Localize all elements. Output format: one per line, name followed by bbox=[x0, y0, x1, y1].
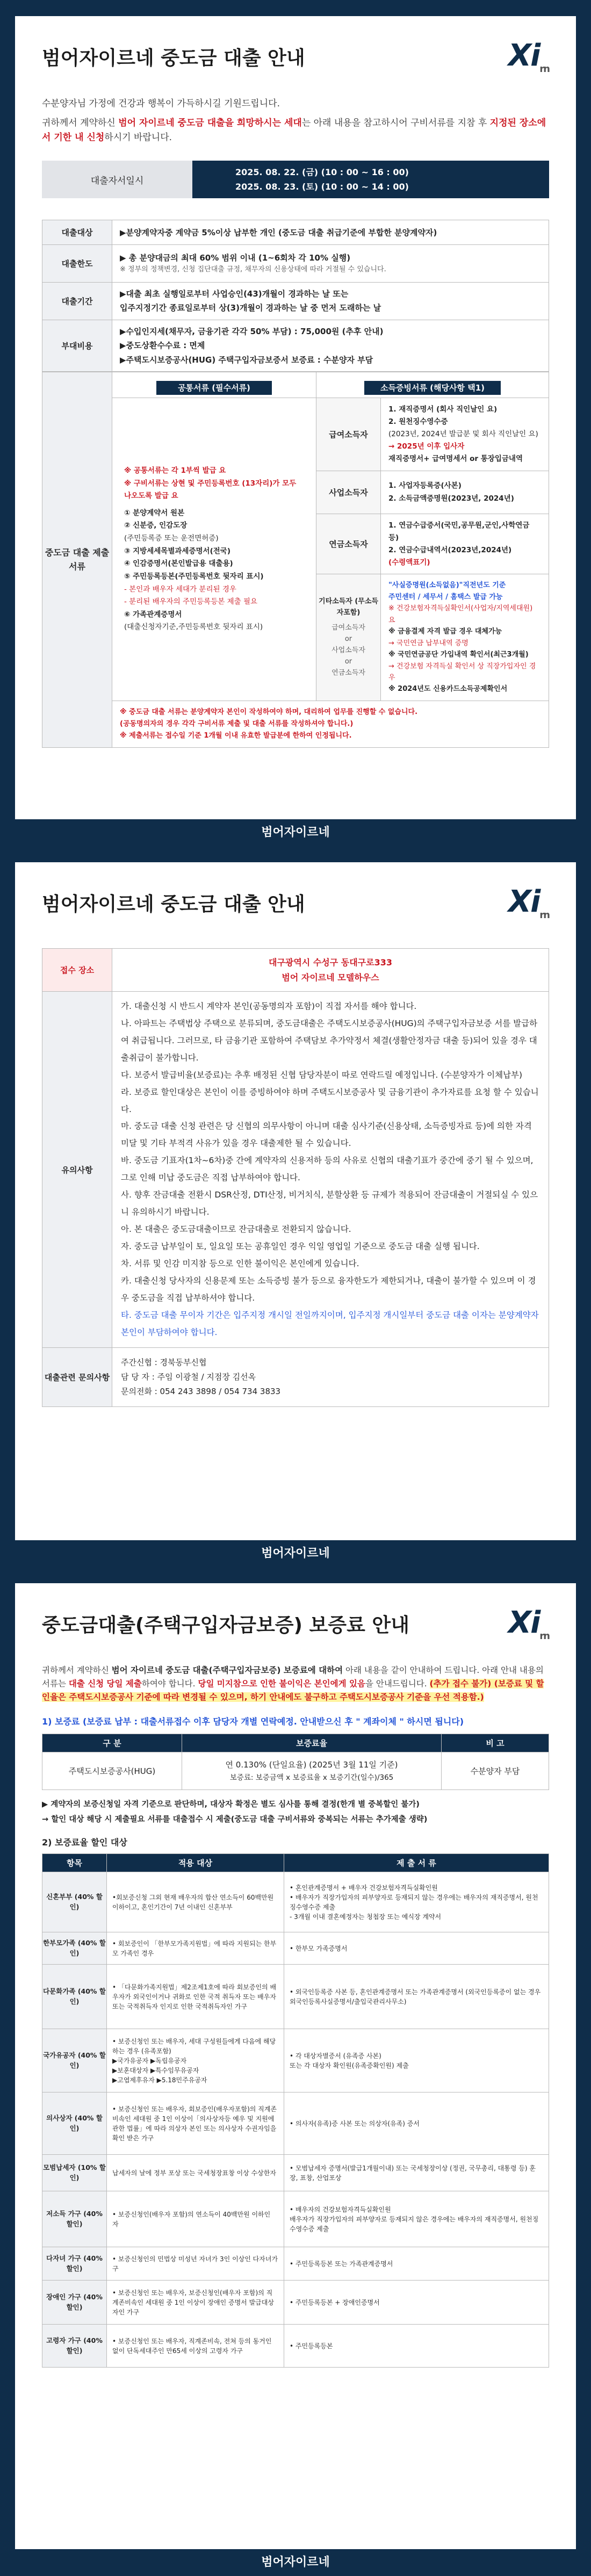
docs-common-header: 공통서류 (필수서류) bbox=[112, 372, 316, 398]
fee-cell: 주택도시보증공사(HUG) bbox=[42, 1752, 182, 1790]
page-title: 중도금대출(주택구입자금보증) 보증료 안내 bbox=[42, 1614, 409, 1636]
notice-item: 마. 중도금 대출 신청 관련은 당 신협의 의무사항이 아니며 대출 심사기준(신용상태, 소득증빙자료 등)에 의한 자격 미달 및 기타 부적격 사유가 있을 경우 대출제한 될 수 있습니다. bbox=[121, 1121, 532, 1149]
table-row bbox=[42, 2191, 549, 2247]
notice-key: 유의사항 bbox=[42, 992, 112, 1348]
contact-info: 주간신협 : 경북동부신협 담 당 자 : 주임 이광철 / 지점장 김선옥 문의전화 : 054 243 3898 / 054 734 3833 bbox=[112, 1348, 549, 1407]
schedule-dates bbox=[192, 161, 549, 198]
discount-docs: • 한부모 가족증명서 bbox=[284, 1932, 549, 1965]
discount-section-title: 2) 보증료율 할인 대상 bbox=[42, 1837, 127, 1848]
term-key: 대출대상 bbox=[42, 220, 112, 245]
common-docs-list: ※ 공통서류는 각 1부씩 발급 요 ※ 구비서류는 상현 및 주민등록번호 (13자리)가 모두 나오도록 발급 요 ① 분양계약서 원본 ② 신분증, 인감도장 (주민등록증 또는 운전면허증) ③ 지방세세목별과세증명서(전국) ④ 인감증명서(본인발급용 대출용) ⑤ 주민등록등본(주민등록번호 뒷자리 표시) - 본인과 배우자 세대가 분리된 경우 - 분리된 배우자의 주민등록등본 제출 필요 ⑥ 가족관계증명서 (대출신청자기준,주민등록번호 뒷자리 표시) bbox=[112, 398, 316, 701]
schedule-box bbox=[42, 161, 549, 198]
income-type: 연금소득자 bbox=[316, 514, 381, 574]
fee-notes: ▶ 계약자의 보증신청일 자격 기준으로 판단하며, 대상자 확정은 별도 심사를 통해 결정(한개 별 중복할인 불가) → 할인 대상 해당 시 제출필요 서류를 대출접수 시 제출(중도금 대출 구비서류와 중복되는 서류는 추가제출 생략) bbox=[42, 1800, 428, 1824]
page-title: 범어자이르네 중도금 대출 안내 bbox=[42, 893, 305, 915]
discount-target: • 「다문화가족지원법」제2조제1호에 따라 회보증인의 배우자가 외국인이거나 귀화로 인한 국적 취득자 또는 배우자 또는 국적취득자 인지로 인한 국적취득자인 가구 bbox=[107, 1965, 284, 2029]
notice-item: 차. 서류 및 인감 미지참 등으로 인한 불이익은 본인에게 있습니다. bbox=[121, 1258, 359, 1268]
discount-docs: • 혼인관계증명서 + 배우자 건강보험자격득실확인원 • 배우자가 직장가입자의 피부양자로 등재되지 않는 경우에는 배우자의 재직증명서, 원천징수영수증 제출 - 3개월 이내 결혼예정자는 청첩장 또는 예식장 계약서 bbox=[284, 1872, 549, 1932]
income-type-other: 기타소득자 (무소득자포함) 급여소득자 or 사업소득자 or 연금소득자 bbox=[316, 574, 381, 701]
income-type: 급여소득자 bbox=[316, 398, 381, 471]
table-row bbox=[42, 2325, 549, 2368]
discount-target: • 보증신청인 또는 배우자, 세대 구성원들에게 다음에 해당하는 경우 (유족포함) ▶국가유공자 ▶독립유공자 ▶보훈대상자 ▶특수임무유공자 ▶고엽제후유자 ▶5.18민주유공자 bbox=[107, 2029, 284, 2092]
income-or-list: 급여소득자 or 사업소득자 or 연금소득자 bbox=[331, 624, 365, 677]
income-docs: 1. 연금수급증서(국민,공무원,군인,사학연금 등) 2. 연금수급내역서(2023년,2024년) (수령액표기) bbox=[381, 514, 549, 574]
fee-section-title: 1) 보증료 (보증료 납부 : 대출서류접수 이후 담당자 개별 연락예정. 안내받으신 후 " 계좌이체 " 하시면 됩니다) bbox=[42, 1716, 464, 1727]
loan-terms-table bbox=[42, 220, 549, 372]
schedule-date-1: 2025. 08. 22. (금) (10 : 00 ~ 16 : 00) bbox=[235, 167, 409, 177]
page-title: 범어자이르네 중도금 대출 안내 bbox=[42, 47, 305, 69]
fee-cell: 수분양자 부담 bbox=[442, 1752, 549, 1790]
table-row bbox=[42, 1932, 549, 1965]
table-row bbox=[42, 1872, 549, 1932]
discount-target: 납세자의 날에 정부 포상 또는 국세청장표창 이상 수상한자 bbox=[107, 2155, 284, 2191]
brand-logo: $Xi_{rn}$ bbox=[508, 38, 549, 75]
discount-target: • 회보증인이 「한부모가족지원법」에 따라 지원되는 한부모 가족인 경우 bbox=[107, 1932, 284, 1965]
discount-item: 장애인 가구 (40% 할인) bbox=[42, 2281, 107, 2325]
intro-text bbox=[15, 97, 576, 145]
fee-table bbox=[42, 1734, 549, 1790]
notice-item: 라. 보증료 할인대상은 본인이 이를 증빙하여야 하며 주택도시보증공사 및 금융기관이 추가자료를 요청 할 수 있습니다. bbox=[121, 1087, 539, 1114]
notice-item: 타. 중도금 대출 무이자 기간은 입주지정 개시일 전일까지이며, 입주지정 개시일부터 중도금 대출 이자는 분양계약자 본인이 부담하여야 합니다. bbox=[121, 1310, 539, 1337]
table-row bbox=[42, 1965, 549, 2029]
contact-key: 대출관련 문의사항 bbox=[42, 1348, 112, 1407]
discount-item: 의사상자 (40% 할인) bbox=[42, 2092, 107, 2155]
footer-band-1: 범어자이르네 bbox=[0, 819, 591, 846]
discount-docs: • 배우자의 건강보험자격득실확인원 배우자가 직장가입자의 피부양자로 등재되지 않은 경우에는 배우자의 재직증명서, 원천징수영수증 제출 bbox=[284, 2191, 549, 2247]
term-value: ▶분양계약자중 계약금 5%이상 납부한 개인 (중도금 대출 취급기준에 부합한 분양계약자) bbox=[112, 220, 549, 245]
discount-item: 신혼부부 (40% 할인) bbox=[42, 1872, 107, 1932]
discount-docs: • 의사자(유족)증 사본 또는 의상자(유족) 증서 bbox=[284, 2092, 549, 2155]
term-value: ▶ 총 분양대금의 최대 60% 범위 이내 (1~6회차 각 10% 실행) ※ 정부의 정책변경, 신청 집단대출 규정, 채무자의 신용상태에 따라 거절될 수 있습니다. bbox=[112, 245, 549, 283]
notice-item: 나. 아파트는 주택법상 주택으로 분류되며, 중도금대출은 주택도시보증공사(HUG)의 주택구입자금보증 서를 발급하여 취급됩니다. 그러므로, 타 금융기관 포함하여 주택담보 추가약정서 체결(생활안정자금 대출 등)되어 있을 경우 대출취급이 불가합니다. bbox=[121, 1018, 538, 1063]
spacer-band bbox=[0, 846, 591, 862]
place-value: 대구광역시 수성구 동대구로333 범어 자이르네 모델하우스 bbox=[112, 949, 549, 992]
discount-target: • 보증신청인 또는 배우자, 회보증인(배우자포함)의 직계존비속인 세대원 중 1인 이상이「의사상자등 예우 및 지원에 관한 법률」에 따라 의상자 본인 또는 의사상자 수권자임을 확인 받은 가구 bbox=[107, 2092, 284, 2155]
discount-docs: • 각 대상자별증서 (유족증 사본) 또는 각 대상자 확인원(유족증확인원) 제출 bbox=[284, 2029, 549, 2092]
discount-item: 한부모가족 (40% 할인) bbox=[42, 1932, 107, 1965]
discount-docs: • 주민등록등본 또는 가족관계증명서 bbox=[284, 2247, 549, 2281]
income-docs: 1. 사업자등록증(사본) 2. 소득금액증명원(2023년, 2024년) bbox=[381, 471, 549, 514]
notice-item: 바. 중도금 기표자(1차~6차)중 간에 계약자의 신용저하 등의 사유로 신협의 대출기표가 중간에 중기 될 수 있으며, 그로 인해 미납 중도금은 직접 납부하여야 합니다. bbox=[121, 1156, 534, 1183]
notices-table bbox=[42, 948, 549, 1407]
brand-logo: $Xi_{rn}$ bbox=[508, 884, 549, 921]
section-guarantee-fee bbox=[15, 1583, 576, 2549]
table-row bbox=[42, 2247, 549, 2281]
section-header bbox=[15, 862, 576, 943]
fee-col: 비 고 bbox=[442, 1734, 549, 1752]
section-header bbox=[15, 16, 576, 97]
notice-item: 가. 대출신청 시 반드시 계약자 본인(공동명의자 포함)이 직접 자서를 해야 합니다. bbox=[121, 1001, 417, 1011]
notice-item: 사. 향후 잔금대출 전환시 DSR산정, DTI산정, 비거치식, 분할상환 등 규제가 적용되어 잔금대출이 거절되실 수 있으니 유의하시기 바랍니다. bbox=[121, 1190, 538, 1217]
intro-paragraph: 귀하께서 계약하신 범어 자이르네 중도금 대출을 희망하시는 세대는 아래 내용을 참고하시어 구비서류를 지참 후 지정된 장소에서 기한 내 신청하시기 바랍니다. bbox=[42, 118, 546, 143]
discount-docs: • 외국인등록증 사본 등, 혼인관계증명서 또는 가족관계증명서 (외국인등록증이 없는 경우 외국인등록사실증명서/출입국관리사무소) bbox=[284, 1965, 549, 2029]
term-key: 대출기간 bbox=[42, 283, 112, 320]
discount-item: 다문화가족 (40% 할인) bbox=[42, 1965, 107, 2029]
table-row bbox=[42, 2029, 549, 2092]
term-value: ▶수입인지세(채무자, 금융기관 각각 50% 부담) : 75,000원 (추후 안내) ▶중도상환수수료 : 면제 ▶주택도시보증공사(HUG) 주택구입자금보증서 보증료 : 수분양자 부담 bbox=[112, 320, 549, 372]
top-band bbox=[0, 0, 591, 16]
discount-col: 제 출 서 류 bbox=[284, 1854, 549, 1872]
income-docs: 1. 재직증명서 (회사 직인날인 요) 2. 원천징수영수증 (2023년, 2024년 발급분 및 회사 직인날인 요) → 2025년 이후 입사자 재직증명서+ 급여명세서 or 통장입금내역 bbox=[381, 398, 549, 471]
discount-item: 모범납세자 (10% 할인) bbox=[42, 2155, 107, 2191]
footer-band-3: 범어자이르네 bbox=[0, 2549, 591, 2576]
discount-col: 항목 bbox=[42, 1854, 107, 1872]
discount-item: 저소득 가구 (40% 할인) bbox=[42, 2191, 107, 2247]
fee-intro: 귀하께서 계약하신 범어 자이르네 중도금 대출(주택구입자금보증) 보증료에 대하여 아래 내용을 같이 안내하여 드립니다. 아래 안내 내용의 서류는 대출 신청 당일 제출하여야 합니다. 당일 미지참으로 인한 불이익은 본인에게 있음을 안내드립니다. (추가 접수 불가) (보증료 및 할인율은 주택도시보증공사 기준에 따라 변경될 수 있으며, 하기 안내에도 불구하고 주택도시보증공사 기준을 우선 적용함.) bbox=[42, 1665, 544, 1702]
fee-col: 구 분 bbox=[42, 1734, 182, 1752]
schedule-label: 대출자서일시 bbox=[42, 161, 192, 198]
table-row bbox=[42, 2281, 549, 2325]
notice-list bbox=[112, 992, 549, 1348]
term-key: 대출한도 bbox=[42, 245, 112, 283]
place-key: 접수 장소 bbox=[42, 949, 112, 992]
table-row bbox=[42, 2155, 549, 2191]
discount-item: 국가유공자 (40% 할인) bbox=[42, 2029, 107, 2092]
schedule-date-2: 2025. 08. 23. (토) (10 : 00 ~ 14 : 00) bbox=[235, 182, 409, 192]
greeting: 수분양자님 가정에 건강과 행복이 가득하시길 기원드립니다. bbox=[42, 98, 280, 109]
income-type: 사업소득자 bbox=[316, 471, 381, 514]
notice-item: 카. 대출신청 당사자의 신용문제 또는 소득증빙 불가 등으로 융자한도가 제한되거나, 대출이 불가할 수 있으며 이 경우 중도금을 직접 납부하셔야 합니다. bbox=[121, 1275, 536, 1303]
notice-item: 아. 본 대출은 중도금대출이므로 잔금대출로 전환되지 않습니다. bbox=[121, 1224, 351, 1234]
spacer-band bbox=[0, 1567, 591, 1583]
discount-target: • 보증신청인(배우자 포함)의 연소득이 40백만원 이하인 자 bbox=[107, 2191, 284, 2247]
discount-target: • 보증신청인 또는 배우자, 직계존비속, 전쳐 등의 동거인 없이 단독세대주인 만65세 이상의 고령자 가구 bbox=[107, 2325, 284, 2368]
section-loan-info bbox=[15, 16, 576, 819]
income-docs: "사실증명원(소득없음)"직전년도 기준 주민센터 / 세무서 / 홈택스 발급 가능 ※ 건강보험자격득실확인서(사업자/지역세대원) 요 ※ 금융결제 자격 발급 경우 대체가능 → 국민연금 납부내역 증명 ※ 국민연금공단 가입내역 확인서(최근3개월) → 건강보험 자격득실 확인서 상 직장가입자인 경우 ※ 2024년도 신용카드소득공제확인서 bbox=[381, 574, 549, 701]
docs-notes: ※ 중도금 대출 서류는 분양계약자 본인이 작성하여야 하며, 대리하여 업무를 진행할 수 없습니다. (공동명의자의 경우 각각 구비서류 제출 및 대출 서류를 작성하셔야 합니다.) ※ 제출서류는 접수일 기준 1개월 이내 유효한 발급분에 한하여 인정됩니다. bbox=[112, 701, 549, 747]
discount-table bbox=[42, 1853, 549, 2368]
discount-docs: • 주민등록등본 + 장애인증명서 bbox=[284, 2281, 549, 2325]
discount-docs: • 주민등록등본 bbox=[284, 2325, 549, 2368]
term-value: ▶대출 최초 실행일로부터 사업승인(43)개월이 경과하는 날 또는 입주지정기간 종료일로부터 상(3)개월이 경과하는 날 중 먼저 도래하는 날 bbox=[112, 283, 549, 320]
documents-table bbox=[42, 372, 549, 748]
section-header bbox=[15, 1583, 576, 1664]
footer-band-2: 범어자이르네 bbox=[0, 1540, 591, 1567]
docs-income-header: 소득증빙서류 (해당사항 택1) bbox=[316, 372, 549, 398]
table-row bbox=[42, 2092, 549, 2155]
discount-target: • 보증신청인 또는 배우자, 보증신청인(배우자 포함)의 직계존비속인 세대원 중 1인 이상이 장애인 증명서 발급대상자인 가구 bbox=[107, 2281, 284, 2325]
notice-item: 다. 보증서 발급비율(보증료)는 추후 배정된 신협 담당자분이 따로 연락드릴 예정입니다. (수분양자가 이체납부) bbox=[121, 1070, 523, 1080]
docs-label: 중도금 대출 제출서류 bbox=[42, 372, 112, 748]
discount-docs: • 모범납세자 증명서(발급1개월이내) 또는 국세청장이상 (정권, 국무총리, 대통령 등) 훈장, 표창, 산업포상 bbox=[284, 2155, 549, 2191]
fee-col: 보증료율 bbox=[182, 1734, 442, 1752]
fee-cell: 연 0.130% (단일요율) (2025년 3월 11일 기준) 보증료: 보증금액 x 보증료율 x 보증기간(일수)/365 bbox=[182, 1752, 442, 1790]
section-loan-notices bbox=[15, 862, 576, 1540]
discount-item: 다자녀 가구 (40% 할인) bbox=[42, 2247, 107, 2281]
notice-item: 자. 중도금 납부일이 토, 일요일 또는 공휴일인 경우 익일 영업일 기준으로 중도금 대출 실행 됩니다. bbox=[121, 1241, 480, 1251]
discount-col: 적용 대상 bbox=[107, 1854, 284, 1872]
discount-target: •회보증신청 그외 현재 배우자의 합산 연소득이 60백만원 이하이고, 혼인기간이 7년 이내인 신혼부부 bbox=[107, 1872, 284, 1932]
discount-target: • 보증신청인의 민법상 미성년 자녀가 3인 이상인 다자녀가구 bbox=[107, 2247, 284, 2281]
brand-logo: $Xi_{rn}$ bbox=[508, 1605, 549, 1642]
discount-rows bbox=[42, 1872, 549, 2368]
term-key: 부대비용 bbox=[42, 320, 112, 372]
discount-item: 고령자 가구 (40% 할인) bbox=[42, 2325, 107, 2368]
